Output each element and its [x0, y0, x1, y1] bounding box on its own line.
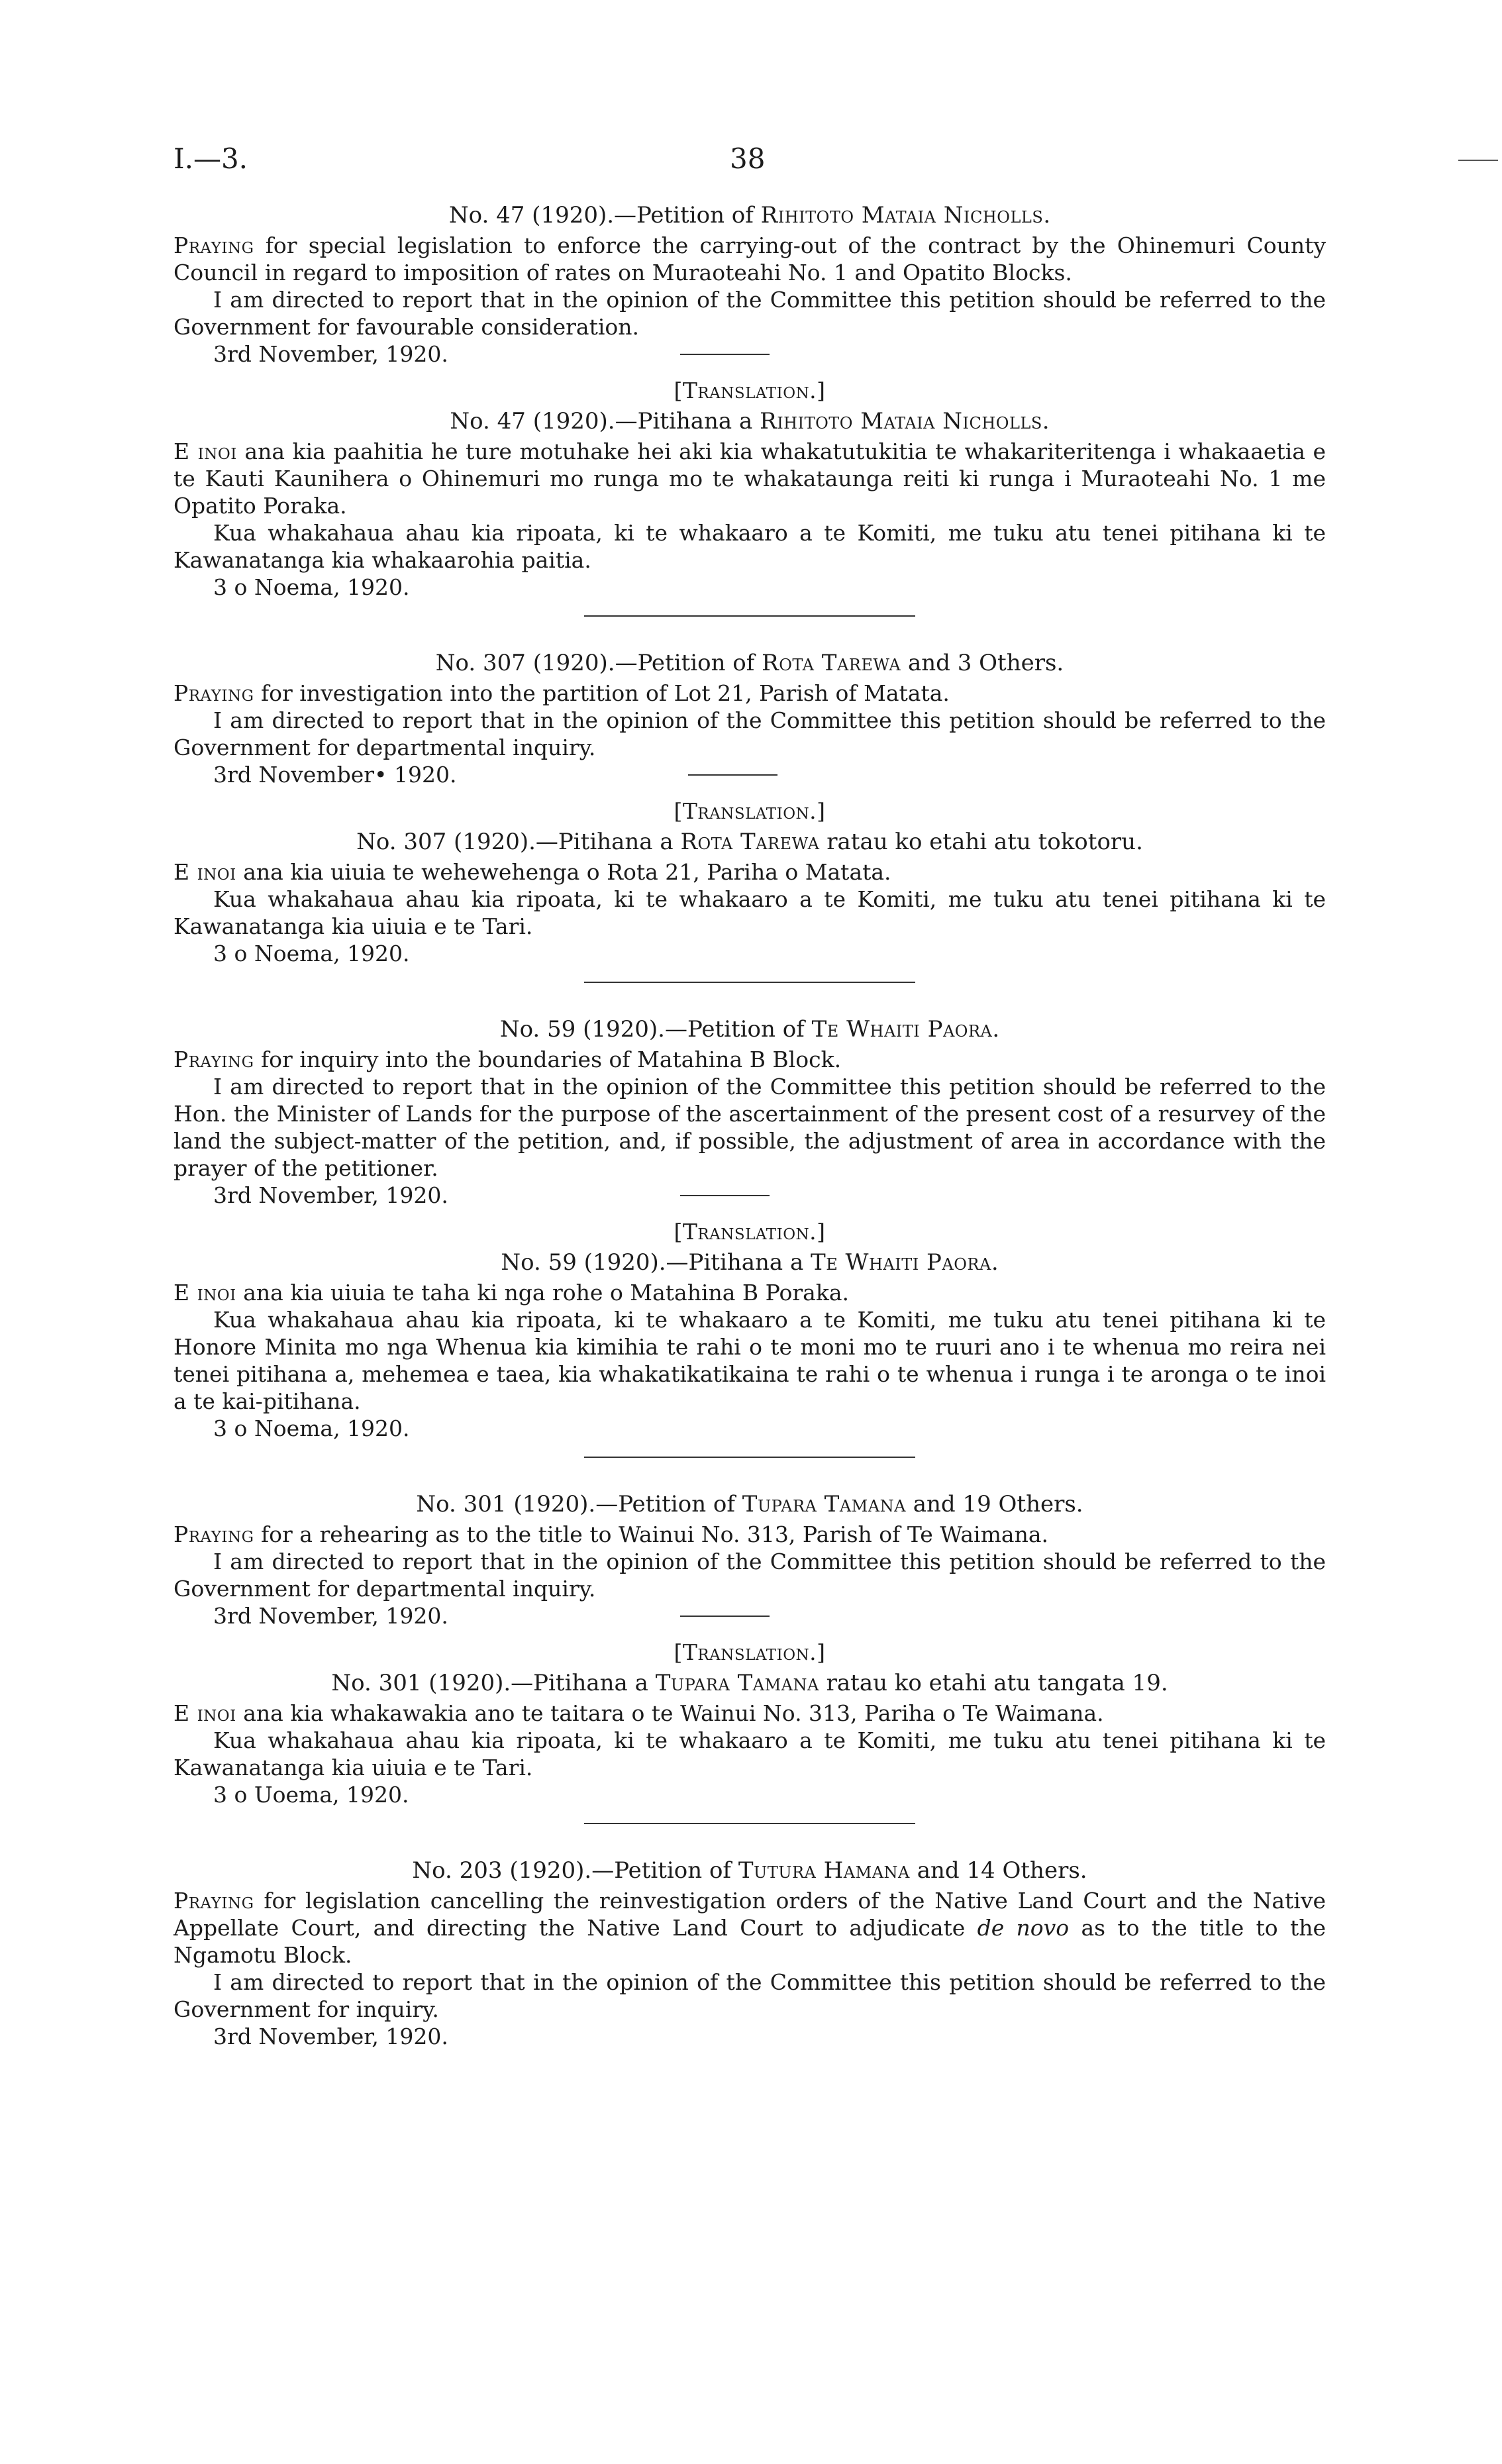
report-paragraph: I am directed to report that in the opinion of the Committee this petition should be referred to the Government for departmental inquiry. — [174, 707, 1326, 760]
petition-title: No. 203 (1920).—Petition of Tutura Hamana and 14 Others. — [412, 1857, 1087, 1884]
section-divider — [584, 1457, 915, 1458]
inoi-paragraph: E inoi ana kia paahitia he ture motuhake hei aki kia whakatutukitia te whakariteritenga i whakaaetia e te Kauti Kaunihera o Ohinemuri mo runga mo te whakataunga reiti ki runga i Muraoteahi No. 1 me Opatito Poraka. — [174, 438, 1326, 519]
page-content — [174, 202, 1326, 2050]
petition-section-301 — [174, 1491, 1326, 1824]
petition-section-47 — [174, 202, 1326, 617]
translation-date: 3 o Noema, 1920. — [213, 941, 410, 966]
translation-label: [Translation.] — [674, 798, 826, 824]
date-line: 3rd November• 1920. — [174, 761, 1326, 788]
translation-date: 3 o Noema, 1920. — [213, 574, 410, 600]
section-divider — [584, 982, 915, 983]
inoi-paragraph: E inoi ana kia uiuia te wehewehenga o Rota 21, Pariha o Matata. — [174, 859, 891, 885]
report-paragraph: I am directed to report that in the opinion of the Committee this petition should be referred to the Government for inquiry. — [174, 1969, 1326, 2022]
petition-section-203 — [174, 1857, 1326, 2050]
inoi-paragraph: E inoi ana kia whakawakia ano te taitara o te Wainui No. 313, Pariha o Te Waimana. — [174, 1700, 1104, 1726]
translation-report: Kua whakahaua ahau kia ripoata, ki te whakaaro a te Komiti, me tuku atu tenei pitihana ki te Kawanatanga kia whakaarohia paitia. — [174, 520, 1326, 573]
date-line: 3rd November, 1920. — [213, 2024, 448, 2049]
date-line: 3rd November, 1920. — [174, 1182, 1326, 1209]
date-line: 3rd November, 1920. — [174, 340, 1326, 368]
short-rule — [688, 774, 777, 776]
translation-title: No. 301 (1920).—Pitihana a Tupara Tamana ratau ko etahi atu tangata 19. — [331, 1670, 1168, 1696]
translation-report: Kua whakahaua ahau kia ripoata, ki te whakaaro a te Komiti, me tuku atu tenei pitihana ki te Kawanatanga kia uiuia e te Tari. — [174, 1727, 1326, 1780]
translation-label: [Translation.] — [674, 1639, 826, 1665]
report-paragraph: I am directed to report that in the opinion of the Committee this petition should be referred to the Hon. the Minister of Lands for the purpose of the ascertainment of the present cost of a resurvey of the land the subject-matter of the petition, and, if possible, the adjustment of area in accordance with the prayer of the petitioner. — [174, 1074, 1326, 1181]
date-line: 3rd November, 1920. — [174, 1602, 1326, 1629]
praying-paragraph: Praying for legislation cancelling the reinvestigation orders of the Native Land Court and the Native Appellate Court, and directing the Native Land Court to adjudicate de novo as to the title to the Ngamotu Block. — [174, 1888, 1326, 1968]
inoi-paragraph: E inoi ana kia uiuia te taha ki nga rohe o Matahina B Poraka. — [174, 1280, 850, 1306]
header-dash — [1458, 160, 1498, 161]
translation-report: Kua whakahaua ahau kia ripoata, ki te whakaaro a te Komiti, me tuku atu tenei pitihana ki te Honore Minita mo nga Whenua kia kimihia te rahi o te moni mo te ruuri ano i te whenua mo reira nei tenei pitihana a, mehemea e taea, kia whakatikatikaina te rahi o te whenua i runga i te aronga o te inoi a te kai-pitihana. — [174, 1307, 1326, 1414]
section-divider — [584, 615, 915, 617]
translation-report: Kua whakahaua ahau kia ripoata, ki te whakaaro a te Komiti, me tuku atu tenei pitihana ki te Kawanatanga kia uiuia e te Tari. — [174, 886, 1326, 939]
translation-title: No. 307 (1920).—Pitihana a Rota Tarewa ratau ko etahi atu tokotoru. — [356, 829, 1143, 855]
petition-title: No. 307 (1920).—Petition of Rota Tarewa and 3 Others. — [435, 650, 1064, 676]
translation-title: No. 59 (1920).—Pitihana a Te Whaiti Paora. — [501, 1249, 999, 1276]
praying-paragraph: Praying for a rehearing as to the title to Wainui No. 313, Parish of Te Waimana. — [174, 1521, 1048, 1547]
report-paragraph: I am directed to report that in the opinion of the Committee this petition should be referred to the Government for departmental inquiry. — [174, 1549, 1326, 1602]
praying-paragraph: Praying for inquiry into the boundaries of Matahina B Block. — [174, 1047, 842, 1072]
page-number: 38 — [730, 142, 766, 175]
praying-paragraph: Praying for special legislation to enforce the carrying-out of the contract by the Ohinemuri County Council in regard to imposition of rates on Muraoteahi No. 1 and Opatito Blocks. — [174, 232, 1326, 285]
translation-title: No. 47 (1920).—Pitihana a Rihitoto Mataia Nicholls. — [450, 408, 1050, 435]
translation-date: 3 o Uoema, 1920. — [213, 1782, 409, 1808]
document-reference: I.—3. — [174, 142, 248, 175]
translation-label: [Translation.] — [674, 378, 826, 403]
translation-date: 3 o Noema, 1920. — [213, 1415, 410, 1441]
petition-section-307 — [174, 650, 1326, 983]
praying-paragraph: Praying for investigation into the partition of Lot 21, Parish of Matata. — [174, 680, 950, 706]
petition-section-59 — [174, 1016, 1326, 1458]
translation-label: [Translation.] — [674, 1219, 826, 1245]
short-rule — [680, 1195, 770, 1196]
petition-title: No. 47 (1920).—Petition of Rihitoto Mataia Nicholls. — [448, 202, 1051, 229]
section-divider — [584, 1823, 915, 1824]
short-rule — [680, 354, 770, 355]
report-paragraph: I am directed to report that in the opinion of the Committee this petition should be referred to the Government for favourable consideration. — [174, 287, 1326, 340]
petition-title: No. 301 (1920).—Petition of Tupara Tamana and 19 Others. — [416, 1491, 1083, 1517]
page-header — [174, 142, 1326, 182]
short-rule — [680, 1616, 770, 1617]
petition-title: No. 59 (1920).—Petition of Te Whaiti Paora. — [499, 1016, 1000, 1043]
